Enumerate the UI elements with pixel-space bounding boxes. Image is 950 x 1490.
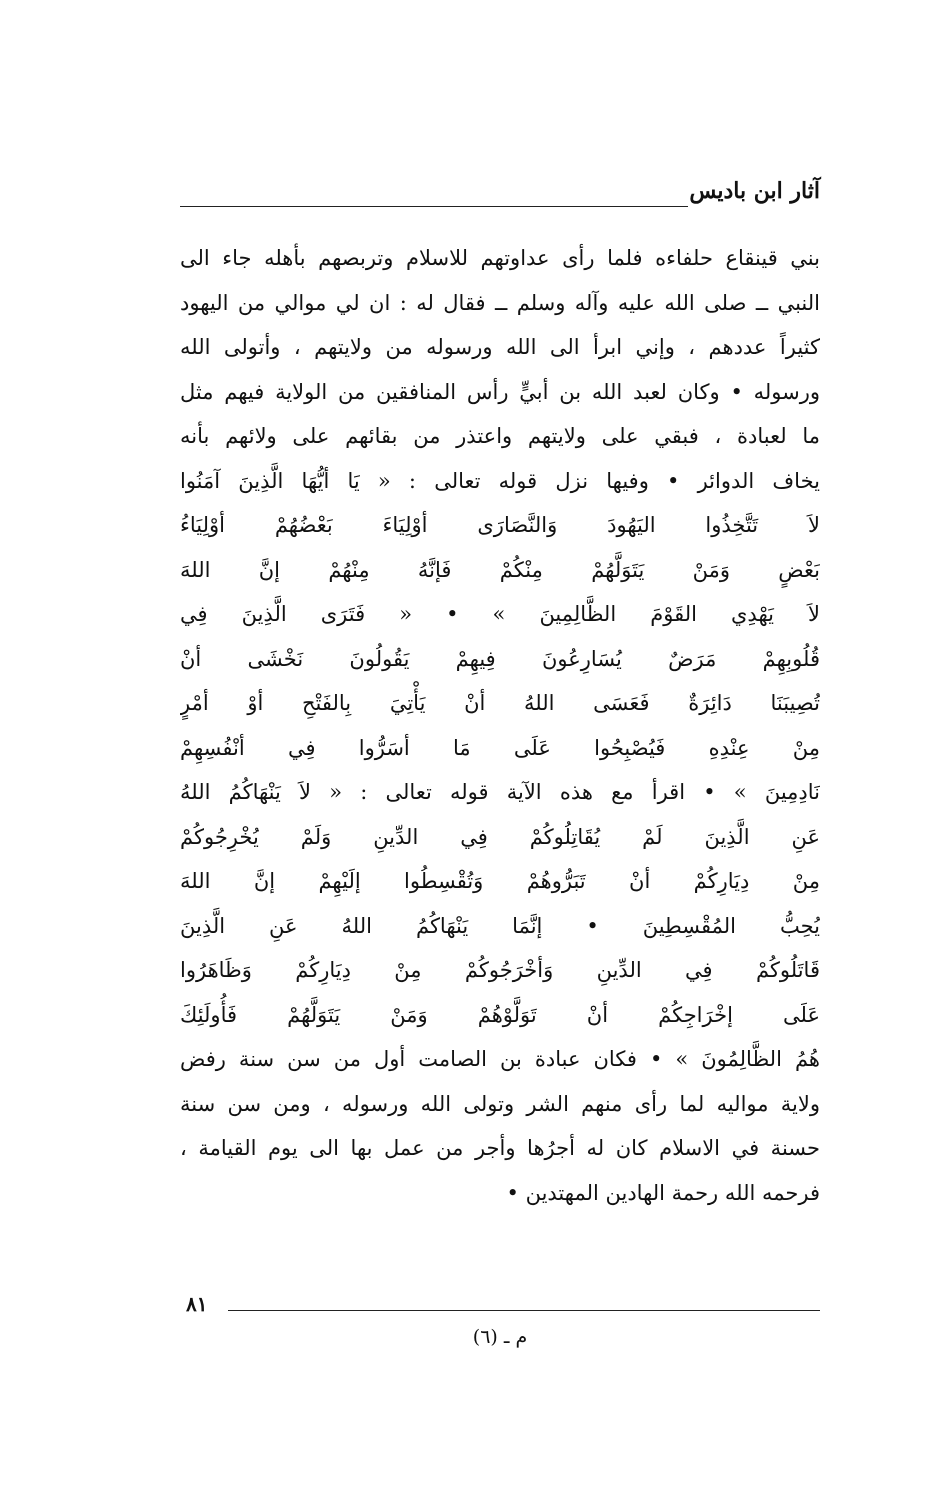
book-title: آثار ابن باديس bbox=[689, 178, 820, 204]
text-line: عَنِ الَّذِينَ لَمْ يُقَاتِلُوكُمْ فِي الدِّينِ وَلَمْ يُخْرِجُوكُمْ bbox=[180, 824, 820, 849]
text-line: يخاف الدوائر • وفيها نزل قوله تعالى : « يَا أيُّهَا الَّذِينَ آمَنُوا bbox=[180, 468, 820, 493]
text-line: تُصِيبَنَا دَائِرَةٌ فَعَسَى اللهُ أنْ يَأْتِيَ بِالفَتْحِ أوْ أمْرٍ bbox=[180, 691, 820, 715]
text-line: نَادِمِينَ » • اقرأ مع هذه الآية قوله تعالى : « لاَ يَنْهَاكُمُ اللهُ bbox=[180, 780, 820, 804]
text-line: قَاتَلُوكُمْ فِي الدِّينِ وَأخْرَجُوكُمْ مِنْ دِيَارِكُمْ وَظَاهَرُوا bbox=[180, 958, 820, 982]
text-line: قُلُوبِهِمْ مَرَضٌ يُسَارِعُونَ فِيهِمْ يَقُولُونَ نَخْشَى أنْ bbox=[180, 646, 820, 671]
footer-rule bbox=[228, 1310, 820, 1311]
text-line: ما لعبادة ، فبقي على ولايتهم واعتذر من بقائهم على ولائهم بأنه bbox=[180, 424, 820, 448]
text-line: عَلَى إخْرَاجِكُمْ أنْ تَوَلَّوْهُمْ وَمَنْ يَتَوَلَّهُمْ فَأُولَئِكَ bbox=[180, 1002, 820, 1027]
page-footer bbox=[180, 1292, 820, 1362]
page-number: ٨١ bbox=[186, 1292, 208, 1316]
body-text bbox=[180, 236, 820, 1215]
text-line: ولاية مواليه لما رأى منهم الشر وتولى الله ورسوله ، ومن سن سنة bbox=[180, 1091, 820, 1116]
text-line: مِنْ دِيَارِكُمْ أنْ تَبَرُّوهُمْ وَتُقْسِطُوا إلَيْهِمْ إنَّ اللهَ bbox=[180, 869, 820, 893]
text-line: حسنة في الاسلام كان له أجرُها وأجر من عمل بها الى يوم القيامة ، bbox=[180, 1136, 820, 1160]
text-line: بني قينقاع حلفاءه فلما رأى عداوتهم للاسلام وتربصهم بأهله جاء الى bbox=[180, 246, 820, 270]
running-header bbox=[180, 178, 820, 218]
header-rule bbox=[180, 206, 688, 207]
text-line: مِنْ عِنْدِهِ فَيُصْبِحُوا عَلَى مَا أسَرُّوا فِي أنْفُسِهِمْ bbox=[180, 735, 820, 760]
text-line: النبي ــ صلى الله عليه وآله وسلم ــ فقال له : ان لي موالي من اليهود bbox=[180, 290, 820, 315]
text-line: بَعْضٍ وَمَنْ يَتَوَلَّهُمْ مِنْكُمْ فَإنَّهُ مِنْهُمْ إنَّ اللهَ bbox=[180, 557, 820, 582]
text-line: لاَ يَهْدِي القَوْمَ الظَّالِمِينَ » • « فَتَرَى الَّذِينَ فِي bbox=[180, 602, 820, 626]
text-line: فرحمه الله رحمة الهادين المهتدين • bbox=[506, 1180, 820, 1205]
signature-mark: م ـ (٦) bbox=[472, 1326, 528, 1348]
text-line: كثيراً عددهم ، وإني ابرأ الى الله ورسوله من ولايتهم ، وأتولى الله bbox=[180, 335, 820, 359]
text-line: هُمُ الظَّالِمُونَ » • فكان عبادة بن الصامت أول من سن سنة رفض bbox=[180, 1047, 820, 1071]
text-line: لاَ تَتَّخِذُوا اليَهُودَ وَالنَّصَارَى أوْلِيَاءَ بَعْضُهُمْ أوْلِيَاءُ bbox=[180, 513, 820, 537]
text-line: يُحِبُّ المُقْسِطِينَ • إنَّمَا يَنْهَاكُمُ اللهُ عَنِ الَّذِينَ bbox=[180, 913, 820, 938]
text-line: ورسوله • وكان لعبد الله بن أبيٍّ رأس المنافقين من الولاية فيهم مثل bbox=[180, 379, 820, 404]
